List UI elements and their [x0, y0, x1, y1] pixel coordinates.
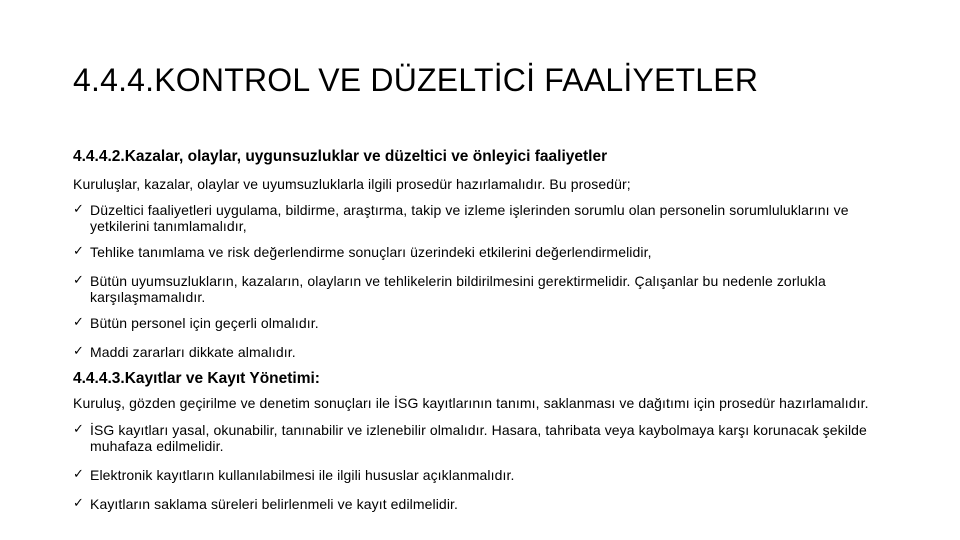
bullet-text: Bütün personel için geçerli olmalıdır. [90, 315, 319, 331]
checkmark-icon: ✓ [73, 244, 84, 259]
bullet-list-incidents [73, 202, 893, 360]
bullet-text: Maddi zararları dikkate almalıdır. [90, 344, 296, 360]
checkmark-icon: ✓ [73, 202, 84, 217]
list-item [73, 467, 893, 483]
bullet-text: Bütün uyumsuzlukların, kazaların, olayların ve tehlikelerin bildirilmesini gerektirmelidir. Çalışanlar bu nedenle zorlukla karşılaşmamalıdır. [90, 273, 826, 305]
list-item [73, 202, 893, 234]
bullet-text: Düzeltici faaliyetleri uygulama, bildirme, araştırma, takip ve izleme işlerinden sorumlu olan personelin sorumluluklarını ve yetkilerini tanımlamalıdır, [90, 202, 849, 234]
bullet-text: Tehlike tanımlama ve risk değerlendirme sonuçları üzerindeki etkilerini değerlendirmelidir, [90, 244, 652, 260]
list-item [73, 496, 893, 512]
section-intro-records: Kuruluş, gözden geçirilme ve denetim sonuçları ile İSG kayıtlarının tanımı, saklanması ve dağıtımı için prosedür hazırlamalıdır. [73, 395, 869, 411]
bullet-text: İSG kayıtları yasal, okunabilir, tanınabilir ve izlenebilir olmalıdır. Hasara, tahribata veya kaybolmaya karşı korunacak şekilde muhafaza edilmelidir. [90, 422, 867, 454]
list-item [73, 344, 893, 360]
checkmark-icon: ✓ [73, 344, 84, 359]
list-item [73, 244, 893, 260]
bullet-text: Kayıtların saklama süreleri belirlenmeli ve kayıt edilmelidir. [90, 496, 459, 512]
slide-title: 4.4.4.KONTROL VE DÜZELTİCİ FAALİYETLER [73, 62, 759, 98]
checkmark-icon: ✓ [73, 422, 84, 437]
section-heading-records: 4.4.4.3.Kayıtlar ve Kayıt Yönetimi: [73, 370, 320, 387]
slide-content [73, 148, 893, 522]
list-item [73, 422, 893, 454]
section-intro-incidents: Kuruluşlar, kazalar, olaylar ve uyumsuzluklarla ilgili prosedür hazırlamalıdır. Bu prosedür; [73, 176, 631, 192]
checkmark-icon: ✓ [73, 496, 84, 511]
checkmark-icon: ✓ [73, 315, 84, 330]
bullet-list-records [73, 422, 893, 512]
section-heading-incidents: 4.4.4.2.Kazalar, olaylar, uygunsuzluklar ve düzeltici ve önleyici faaliyetler [73, 148, 608, 165]
bullet-text: Elektronik kayıtların kullanılabilmesi ile ilgili hususlar açıklanmalıdır. [90, 467, 515, 483]
list-item [73, 315, 893, 331]
list-item [73, 273, 893, 305]
checkmark-icon: ✓ [73, 467, 84, 482]
checkmark-icon: ✓ [73, 273, 84, 288]
